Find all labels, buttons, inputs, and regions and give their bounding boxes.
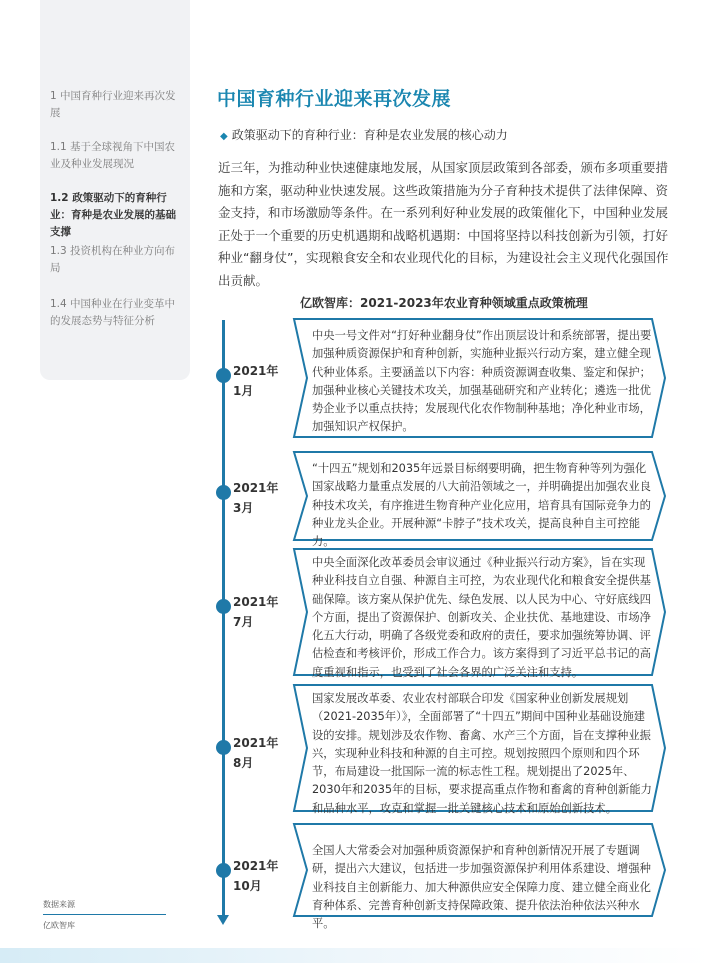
source-divider [43,914,166,915]
intro-paragraph: 近三年，为推动种业快速健康地发展，从国家顶层政策到各部委，颁布多项重要措施和方案，驱动种业快速发展。这些政策措施为分子育种技术提供了法律保障、资金支持，和市场激励等条件。在一系列利好种业发展的政策催化下，中国种业发展正处于一个重要的历史机遇期和战略机遇期：中国将坚持以科技创新为引领，打好种业“翻身仗”，实现粮食安全和农业现代化的目标，为建设社会主义现代化强国作出贡献。 [218,160,669,288]
timeline-entry-text: 中央一号文件对“打好种业翻身仗”作出顶层设计和系统部署，提出要加强种质资源保护和育种创新，实施种业振兴行动方案，建立健全现代种业体系。主要涵盖以下内容：种质资源调查收集、鉴定和保护；加强种业核心关键技术攻关，加强基础研究和产业转化；遴选一批优势企业予以重点扶持；发展现代化农作物制种基地；净化种业市场，加强知识产权保护。 [312,329,652,434]
bottom-decoration [0,948,710,963]
source-value: 亿欧智库 [43,921,75,930]
section-subtitle [220,126,508,143]
timeline-dot [216,368,231,383]
timeline-year: 2021年 [233,859,279,873]
timeline-dot [216,863,231,878]
sidebar-item-1-1[interactable]: 1.1 基于全球视角下中国农业及种业发展现况 [50,141,176,170]
subtitle-text: 政策驱动下的育种行业：育种是农业发展的核心动力 [231,128,508,142]
timeline-date [233,856,278,896]
sidebar-item-1-2[interactable]: 1.2 政策驱动下的育种行业：育种是农业发展的基础支撑 [50,192,176,238]
sidebar-item-1-3[interactable]: 1.3 投资机构在种业方向布局 [50,245,176,274]
timeline-date [233,478,278,518]
timeline-arrow-icon [217,915,229,925]
timeline-dot [216,599,231,614]
timeline-date [233,733,278,773]
timeline-entry-text: 国家发展改革委、农业农村部联合印发《国家种业创新发展规划（2021-2035年）》，全面部署了“十四五”期间中国种业基础设施建设的安排。规划涉及农作物、畜禽、水产三个方面，旨在支撑种业振兴，实现种业科技和种源的自主可控。规划按照四个原则和四个环节，布局建设一批国际一流的标志性工程。规划提出了2025年、2030年和2035年的目标，要求提高重点作物和畜禽的育种创新能力和品种水平，攻克和掌握一批关键核心技术和原始创新技术。 [312,692,652,815]
timeline-year: 2021年 [233,595,279,609]
timeline-date [233,592,278,632]
timeline-month: 8月 [233,756,254,770]
timeline-dot [216,485,231,500]
timeline-year: 2021年 [233,364,279,378]
timeline-month: 10月 [233,879,262,893]
sidebar-item-1-4[interactable]: 1.4 中国种业在行业变革中的发展态势与特征分析 [50,298,176,327]
timeline-month: 7月 [233,615,254,629]
timeline-month: 1月 [233,384,254,398]
timeline-title: 亿欧智库：2021-2023年农业育种领域重点政策梳理 [300,296,588,310]
timeline-date [233,361,278,401]
source-label: 数据来源 [43,900,75,909]
diamond-icon: ◆ [220,131,228,142]
sidebar-item-ch1[interactable]: 1 中国育种行业迎来再次发展 [50,90,176,119]
timeline-year: 2021年 [233,481,279,495]
timeline-entry-text: “十四五”规划和2035年远景目标纲要明确，把生物育种等列为强化国家战略力量重点发展的八大前沿领域之一，并明确提出加强农业良种技术攻关，有序推进生物育种产业化应用，培育具有国际竞争力的种业龙头企业。开展种源“卡脖子”技术攻关，提高良种自主可控能力。 [312,462,651,549]
timeline-entry-text: 全国人大常委会对加强种质资源保护和育种创新情况开展了专题调研，提出六大建议，包括进一步加强资源保护利用体系建设、增强种业科技自主创新能力、加大种源供应安全保障力度、建立健全商业化育种体系、完善育种创新支持保障政策、提升依法治种依法兴种水平。 [312,844,651,931]
page-title: 中国育种行业迎来再次发展 [217,88,452,110]
timeline-year: 2021年 [233,736,279,750]
timeline-entry-text: 中央全面深化改革委员会审议通过《种业振兴行动方案》，旨在实现种业科技自立自强、种源自主可控，为农业现代化和粮食安全提供基础保障。该方案从保护优先、绿色发展、以人民为中心、守好底线四个方面，提出了资源保护、创新攻关、企业扶优、基地建设、市场净化五大行动，明确了各级党委和政府的责任，要求加强统筹协调、评估检查和考核评价，形成工作合力。该方案得到了习近平总书记的高度重视和指示，也受到了社会各界的广泛关注和支持。 [312,556,651,679]
timeline-dot [216,740,231,755]
timeline-month: 3月 [233,501,254,515]
timeline-axis [222,320,225,920]
